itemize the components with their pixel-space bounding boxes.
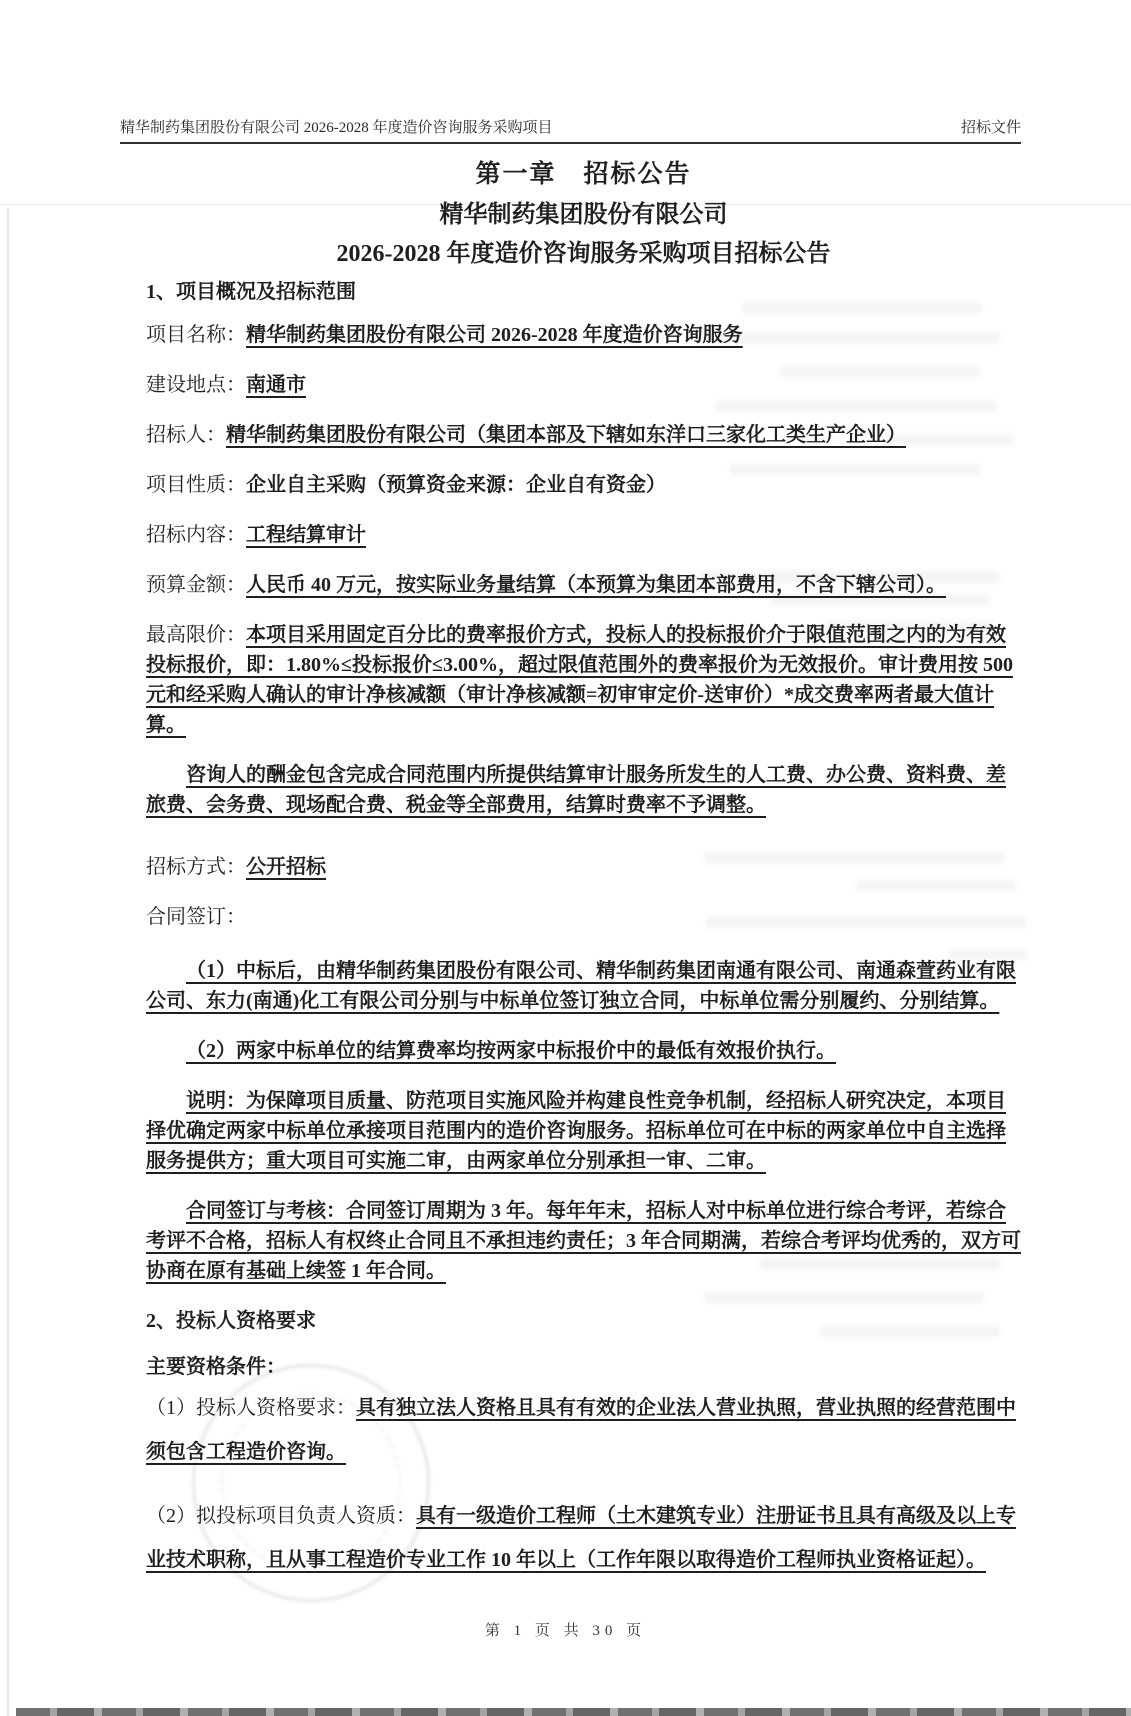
remuneration-paragraph: 咨询人的酬金包含完成合同范围内所提供结算审计服务所发生的人工费、办公费、资料费、差旅费、会务费、现场配合费、税金等全部费用，结算时费率不予调整。	[146, 764, 1006, 816]
header-doc-title: 精华制药集团股份有限公司 2026-2028 年度造价咨询服务采购项目	[120, 120, 553, 136]
field-value: 精华制药集团股份有限公司 2026-2028 年度造价咨询服务	[246, 324, 743, 346]
field-value: 人民币 40 万元，按实际业务量结算（本预算为集团本部费用，不含下辖公司）。	[246, 574, 946, 596]
field-value: 企业自主采购（预算资金来源：企业自有资金）	[246, 474, 666, 496]
field-tenderer	[146, 420, 1021, 450]
field-value: 本项目采用固定百分比的费率报价方式，投标人的投标报价介于限值范围之内的为有效投标报价，即：1.80%≤投标报价≤3.00%，超过限值范围外的费率报价为无效报价。审计费用按 500 元和经采购人确认的审计净核减额（审计净核减额=初审审定价-送审价）*成交费率两者最大值计算。	[146, 624, 1013, 736]
field-value: 南通市	[246, 374, 306, 396]
chapter-title: 第一章 招标公告	[475, 161, 692, 188]
field-max-price	[146, 620, 1021, 740]
item-label: （2）拟投标项目负责人资质：	[146, 1505, 416, 1527]
field-label: 项目性质：	[146, 474, 246, 496]
field-label: 项目名称：	[146, 324, 246, 346]
contract-item-2: （2）两家中标单位的结算费率均按两家中标报价中的最低有效报价执行。	[186, 1040, 836, 1062]
field-label: 建设地点：	[146, 374, 246, 396]
field-location	[146, 370, 1021, 400]
contract-assessment	[146, 1196, 1021, 1286]
field-project-name	[146, 320, 1021, 350]
field-tender-content	[146, 520, 1021, 550]
qualification-item-1	[146, 1386, 1021, 1474]
header-doc-type: 招标文件	[960, 120, 1021, 136]
field-label: 招标方式：	[146, 856, 246, 878]
document-content	[0, 116, 1131, 1582]
assessment-text: 合同签订周期为 3 年。每年年末，招标人对中标单位进行综合考评，若综合考评不合格，招标人有权终止合同且不承担违约责任；3 年合同期满，若综合考评均优秀的，双方可协商在原有基础上续签 1 年合同。	[146, 1200, 1021, 1282]
running-header	[120, 116, 1021, 144]
announcement-title: 2026-2028 年度造价咨询服务采购项目招标公告	[336, 241, 831, 267]
contract-heading: 合同签订：	[146, 906, 246, 928]
field-project-nature	[146, 470, 1021, 500]
item-value: 具有独立法人资格且具有有效的企业法人营业执照，营业执照的经营范围中须包含工程造价咨询。	[146, 1397, 1016, 1463]
page-number: 第 1 页 共 30 页	[484, 1623, 647, 1639]
field-tender-method	[146, 852, 1021, 882]
item-label: （1）投标人资格要求：	[146, 1397, 356, 1419]
scan-edge-bottom-band	[16, 1708, 1131, 1716]
field-label: 招标人：	[146, 424, 226, 446]
item-value: 具有一级造价工程师（土木建筑专业）注册证书且具有高级及以上专业技术职称，且从事工程造价专业工作 10 年以上（工作年限以取得造价工程师执业资格证起）。	[146, 1505, 1016, 1571]
section1-heading: 1、项目概况及招标范围	[146, 281, 356, 303]
field-label: 预算金额：	[146, 574, 246, 596]
contract-item-1: （1）中标后，由精华制药集团股份有限公司、精华制药集团南通有限公司、南通森萱药业有限公司、东力(南通)化工有限公司分别与中标单位签订独立合同，中标单位需分别履约、分别结算。	[146, 960, 1016, 1012]
field-budget	[146, 570, 1021, 600]
field-value: 工程结算审计	[246, 524, 366, 546]
company-title: 精华制药集团股份有限公司	[439, 202, 728, 228]
contract-note: 说明：为保障项目质量、防范项目实施风险并构建良性竞争机制，经招标人研究决定，本项目择优确定两家中标单位承接项目范围内的造价咨询服务。招标单位可在中标的两家单位中自主选择服务提供方；重大项目可实施二审，由两家单位分别承担一审、二审。	[146, 1090, 1006, 1172]
scanned-document-page	[0, 116, 1131, 1716]
field-value: 精华制药集团股份有限公司（集团本部及下辖如东洋口三家化工类生产企业）	[226, 424, 906, 446]
section2-heading: 2、投标人资格要求	[146, 1310, 316, 1332]
field-label: 招标内容：	[146, 524, 246, 546]
qualification-item-2	[146, 1494, 1021, 1582]
assessment-label: 合同签订与考核：	[186, 1200, 346, 1222]
field-value: 公开招标	[246, 856, 326, 878]
field-label: 最高限价：	[146, 624, 246, 646]
qualification-subheading: 主要资格条件：	[146, 1356, 286, 1378]
